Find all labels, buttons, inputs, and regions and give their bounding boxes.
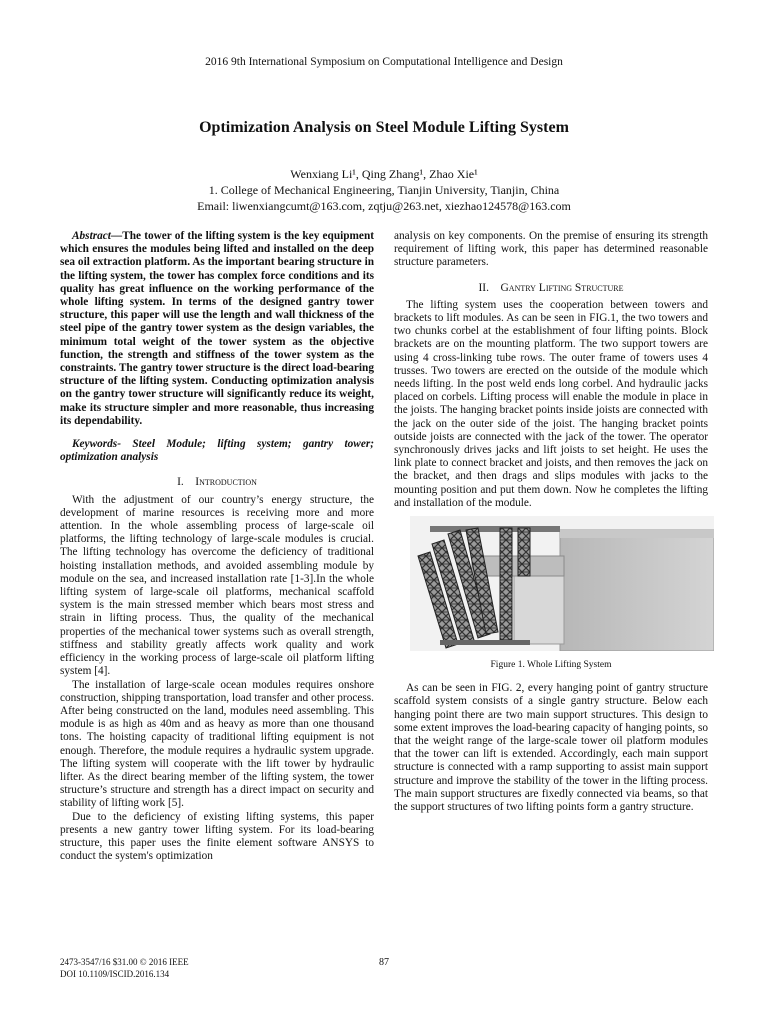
- author-names: Wenxiang Li¹, Qing Zhang¹, Zhao Xie¹: [290, 167, 478, 181]
- issn-line: 2473-3547/16 $31.00 © 2016 IEEE: [60, 957, 189, 967]
- author-block: [0, 166, 768, 214]
- affiliation: 1. College of Mechanical Engineering, Tianjin University, Tianjin, China: [208, 183, 560, 197]
- paragraph: Due to the deficiency of existing lifting systems, this paper presents a new gantry tower lifting system. For its load-bearing structure, this paper uses the finite element software ANSYS to conduct the system's optimization: [60, 810, 374, 863]
- abstract: [60, 230, 374, 428]
- paragraph: analysis on key components. On the premise of ensuring its strength requirement of lifting work, this paper has determined reasonable structure parameters.: [394, 230, 708, 269]
- section-title: Gantry Lifting Structure: [500, 281, 624, 294]
- paragraph: With the adjustment of our country’s energy structure, the development of marine resources is receiving more and more attention. In the whole assembling process of large-scale oil platforms, the lifting technology of large-scale modules is crucial. The lifting technology has overcome the deficiency of traditional hoisting installation methods, and avoided assembling module by module on the sea, and increased installation rate [1-3].In the whole lifting system of large-scale oil platforms, mechanical scaffold system is the main stressed member which bears most stress and strain in lifting process. Thus, the quality of the mechanical properties of the mechanical tower systems such as overall strength, stiffness and stability greatly affects work quality and work efficiency in the working process of large-scale oil platform lifting system [4].: [60, 493, 374, 678]
- section-heading-introduction: [60, 476, 374, 489]
- paper-title: Optimization Analysis on Steel Module Lifting System: [199, 119, 569, 136]
- figure-caption: Figure 1. Whole Lifting System: [490, 660, 612, 671]
- keywords: Keywords- Steel Module; lifting system; gantry tower; optimization analysis: [60, 438, 374, 464]
- lifting-system-illustration: [410, 516, 714, 651]
- page-number: 87: [379, 957, 389, 968]
- doi-line: DOI 10.1109/ISCID.2016.134: [60, 969, 170, 979]
- abstract-text: The tower of the lifting system is the key equipment which ensures the modules being lifted and installed on the deep sea oil extraction platform. As the important bearing structure in the lifting system, the tower has complex force conditions and its quality has great influence on the working performance of the whole lifting system. In terms of the designed gantry tower structure, this paper will use the length and wall thickness of the steel pipe of the gantry tower system as the design variables, the minimum total weight of the tower system as the objective function, the strength and stiffness of the tower system as the constraints. The gantry tower structure is the direct load-bearing structure of the lifting system. Conducting optimization analysis on the gantry tower structure will significantly reduce its weight, make its structure simpler and more reasonable, thus increasing its dependability.: [60, 230, 374, 427]
- paragraph: As can be seen in FIG. 2, every hanging point of gantry structure scaffold system consists of a single gantry structure. Below each hanging point there are two main support structures. This design to some extent improves the load-bearing capacity of hanging points, so that the weight range of the large-scale tower oil platform modules that the tower can lift is extended. Accordingly, each main support structure is connected with a ramp supporting to assist main support structure and improve the stability of the tower in the lifting process. The main support structures are fixedly connected via beams, so that the support structures of two lifting points form a gantry structure.: [394, 682, 708, 814]
- section-title: Introduction: [195, 476, 257, 489]
- left-column: [60, 230, 374, 863]
- paragraph: The installation of large-scale ocean modules requires onshore construction, shipping transportation, load transfer and other process. After being constructed on the land, modules need assembling. This module is as high as 40m and as heavy as more than one thousand tons. The hoisting capacity of traditional lifting equipment is not enough. Therefore, the module requires a hydraulic system upgrade. The lifting system will cooperate with the lift tower by hydraulic lifter. As the direct bearing member of the lifting system, the tower structure’s structure and strength has a direct impact on security and stability of lifting work [5].: [60, 678, 374, 810]
- email-line: Email: liwenxiangcumt@163.com, zqtju@263.net, xiezhao124578@163.com: [197, 199, 571, 213]
- right-column: [394, 230, 708, 814]
- conference-header: 2016 9th International Symposium on Computational Intelligence and Design: [205, 56, 563, 68]
- section-number: II.: [478, 281, 489, 294]
- section-heading-gantry: [394, 282, 708, 295]
- paragraph: The lifting system uses the cooperation between towers and brackets to lift modules. As can be seen in FIG.1, the two towers and two chunks corbel at the establishment of four lifting points. Block brackets are on the mounting platform. The two support towers are using 4 cross-linking tube rows. The outer frame of towers uses 4 trusses. Two towers are erected on the outside of the module which needs lifting. In the post weld ends long corbel. And hydraulic jacks placed on corbels. Lifting process will enable the module in place in the joists. The hanging bracket points inside joists are connected with the jack on the outer side of the joist. The hanging bracket points outside joists are connected with the jack of the tower. The operator synchronously drives jacks and lift joists to set height. He uses the link plate to connect bracket and joists, and then removes the jack on the bracket, and then drags and slips modules with jacks to the mounting position and put them down. Now he completes the lifting and installation of the module.: [394, 298, 708, 509]
- section-number: I.: [177, 476, 184, 489]
- figure-lifting-system: [410, 516, 714, 651]
- abstract-label: Abstract—: [72, 230, 123, 242]
